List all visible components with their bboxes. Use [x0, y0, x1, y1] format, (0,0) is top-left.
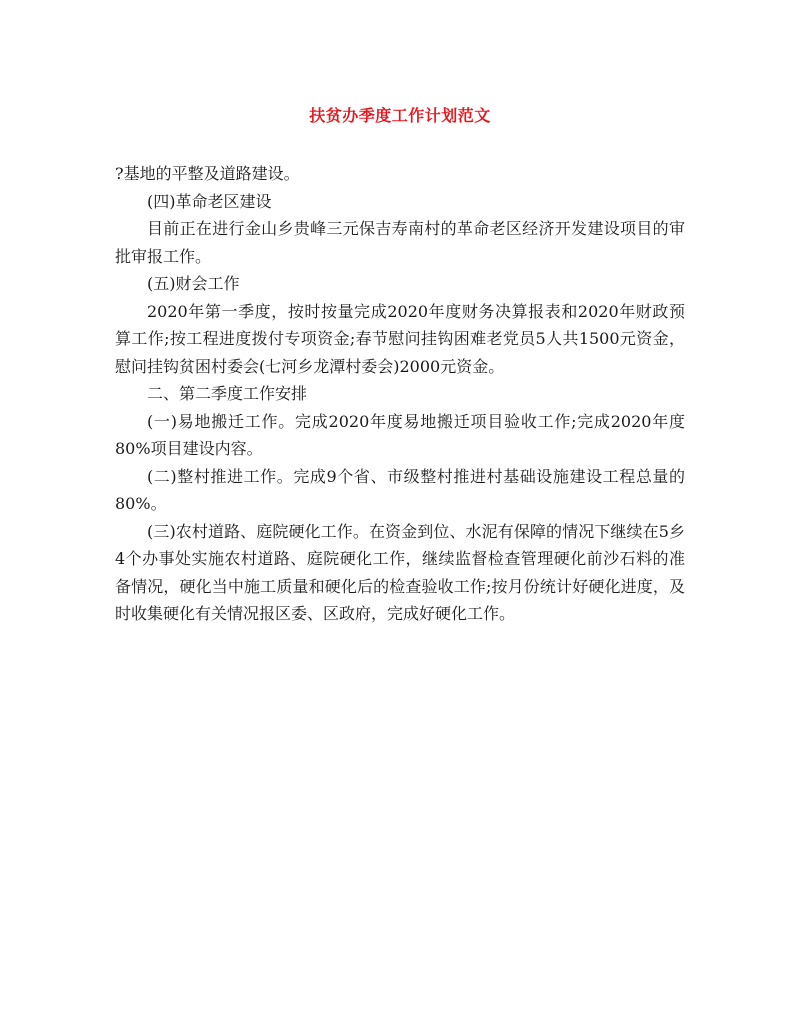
section-heading-finance: (五)财会工作 [147, 274, 240, 293]
paragraph-road-hardening: (三)农村道路、庭院硬化工作。在资金到位、水泥有保障的情况下继续在5乡4个办事处实施农村道路、庭院硬化工作，继续监督检查管理硬化前沙石料的准备情况，硬化当中施工质量和硬化后的检查验收工作;按月份统计好硬化进度，及时收集硬化有关情况报区委、区政府，完成好硬化工作。 [115, 521, 685, 623]
page-title: 扶贫办季度工作计划范文 [309, 106, 491, 125]
paragraph-village-advancement: (二)整村推进工作。完成9个省、市级整村推进村基础设施建设工程总量的80%。 [115, 466, 685, 513]
section-heading-q2-plan: 二、第二季度工作安排 [147, 384, 308, 403]
document-body [115, 160, 685, 628]
paragraph-finance: 2020年第一季度，按时按量完成2020年度财务决算报表和2020年财政预算工作;按工程进度拨付专项资金;春节慰问挂钩困难老党员5人共1500元资金，慰问挂钩贫困村委会(七河乡龙潭村委会)2000元资金。 [115, 301, 685, 376]
paragraph-1: ?基地的平整及道路建设。 [115, 164, 300, 183]
section-heading-old-revolutionary-area: (四)革命老区建设 [147, 191, 272, 211]
paragraph-relocation: (一)易地搬迁工作。完成2020年度易地搬迁项目验收工作;完成2020年度80%项目建设内容。 [115, 411, 685, 458]
paragraph-old-revolutionary-area: 目前正在进行金山乡贵峰三元保吉寿南村的革命老区经济开发建设项目的审批审报工作。 [115, 219, 685, 266]
